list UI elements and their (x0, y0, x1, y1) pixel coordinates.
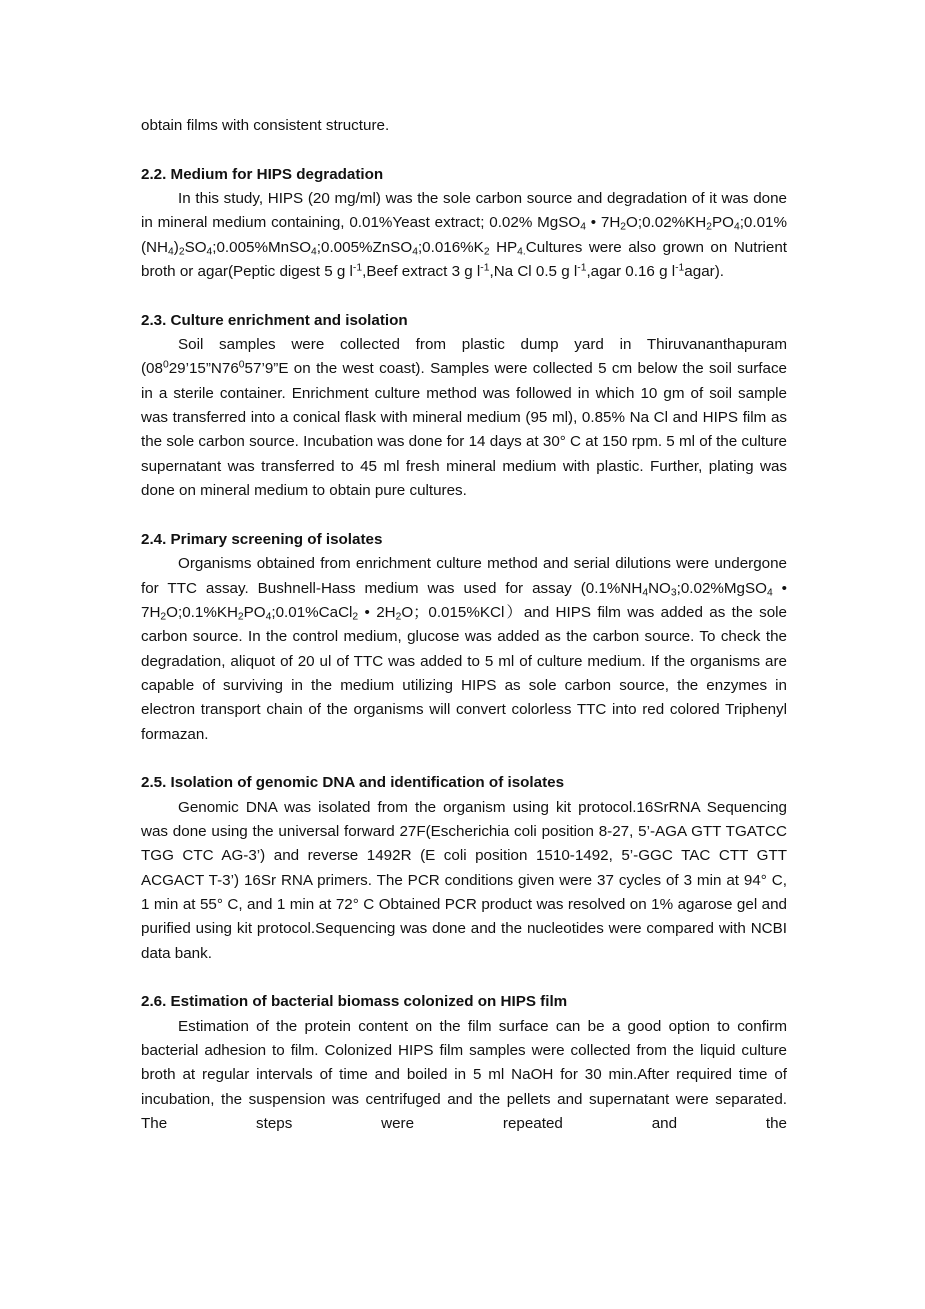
section-body: Soil samples were collected from plastic dump yard in Thiruvananthapuram ($08^029’15”N76^057’9”E$ on the west coast). Samples were collected 5 cm below the soil surface in a sterile container. Enrichment culture method was followed in which 10 gm of soil sample was transferred into a conical flask with mineral medium (95 ml), 0.85% Na Cl and HIPS film as the sole carbon source. Incubation was done for 14 days at 30° C at 150 rpm. 5 ml of the culture supernatant was transferred to 45 ml fresh mineral medium with plastic. Further, plating was done on mineral medium to obtain pure cultures. (141, 336, 788, 500)
spacer (141, 966, 787, 990)
section-heading: 2.6. Estimation of bacterial biomass colonized on HIPS film (141, 993, 568, 1011)
spacer (141, 504, 787, 528)
section-body: Estimation of the protein content on the film surface can be a good option to confirm bacterial adhesion to film. Colonized HIPS film samples were collected from the liquid culture broth at regular intervals of time and boiled in 5 ml NaOH for 30 min.After required time of incubation, the suspension was centrifuged and the pellets and supernatant were separated. The steps were repeated and the (141, 1017, 787, 1133)
section-body: In this study, HIPS (20 mg/ml) was the sole carbon source and degradation of it was done in mineral medium containing, 0.01%Yeast extract; 0.02% MgSO$_4$ • $7H_2O;0.02\%KH_2PO_4;0.01\%(NH_4)_2SO_4;0.005\%MnSO_4;0.005\%ZnSO_4;0.016\%K_2$ $HP_{4.}Cultures$ were also grown on Nutrient broth or agar(Peptic digest 5 g $l^{-1},Beef$ extract 3 g $l^{-1},Na$ Cl 0.5 g $l^{-1},agar$ 0.16 g $l^{-1}agar$). (141, 190, 787, 281)
section-body: Genomic DNA was isolated from the organism using kit protocol.16SrRNA Sequencing was done using the universal forward 27F(Escherichia coli position 8-27, 5’-AGA GTT TGATCC TGG CTC AG-3’) and reverse 1492R (E coli position 1510-1492, 5’-GGC TAC CTT GTT ACGACT T-3’) 16Sr RNA primers. The PCR conditions given were 37 cycles of 3 min at 94° C, 1 min at 55° C, and 1 min at 72° C Obtained PCR product was resolved on 1% agarose gel and purified using kit protocol.Sequencing was done and the nucleotides were compared with NCBI data bank. (141, 798, 787, 962)
lead-in-paragraph: obtain films with consistent structure. (141, 117, 390, 134)
section-2-5-genomic-dna (141, 771, 787, 966)
section-2-2-medium (141, 163, 787, 285)
spacer (141, 284, 787, 308)
section-heading: 2.4. Primary screening of isolates (141, 530, 383, 548)
section-2-6-biomass-estimation (141, 990, 787, 1136)
section-heading: 2.2. Medium for HIPS degradation (141, 165, 384, 183)
spacer (141, 747, 787, 771)
spacer (141, 138, 787, 162)
section-body: Organisms obtained from enrichment culture method and serial dilutions were undergone for TTC assay. Bushnell-Hass medium was used for assay ($0.1\%NH_4NO_3;0.02\%MgSO_4$ • $7H_2O;0.1\%KH_2PO_4;0.01\%CaCl_2$ • $2H_2O$；0.015%KCl）and HIPS film was added as the sole carbon source. In the control medium, glucose was added as the carbon source. To check the degradation, aliquot of 20 ul of TTC was added to 5 ml of culture medium. If the organisms are capable of surviving in the medium utilizing HIPS as sole carbon source, the enzymes in electron transport chain of the organisms will convert colorless TTC into red colored Triphenyl formazan. (141, 555, 787, 743)
section-2-4-primary-screening (141, 528, 787, 747)
section-heading: 2.5. Isolation of genomic DNA and identification of isolates (141, 774, 565, 792)
document-page (141, 114, 787, 1136)
section-heading: 2.3. Culture enrichment and isolation (141, 311, 408, 329)
section-2-3-culture-enrichment (141, 309, 787, 504)
